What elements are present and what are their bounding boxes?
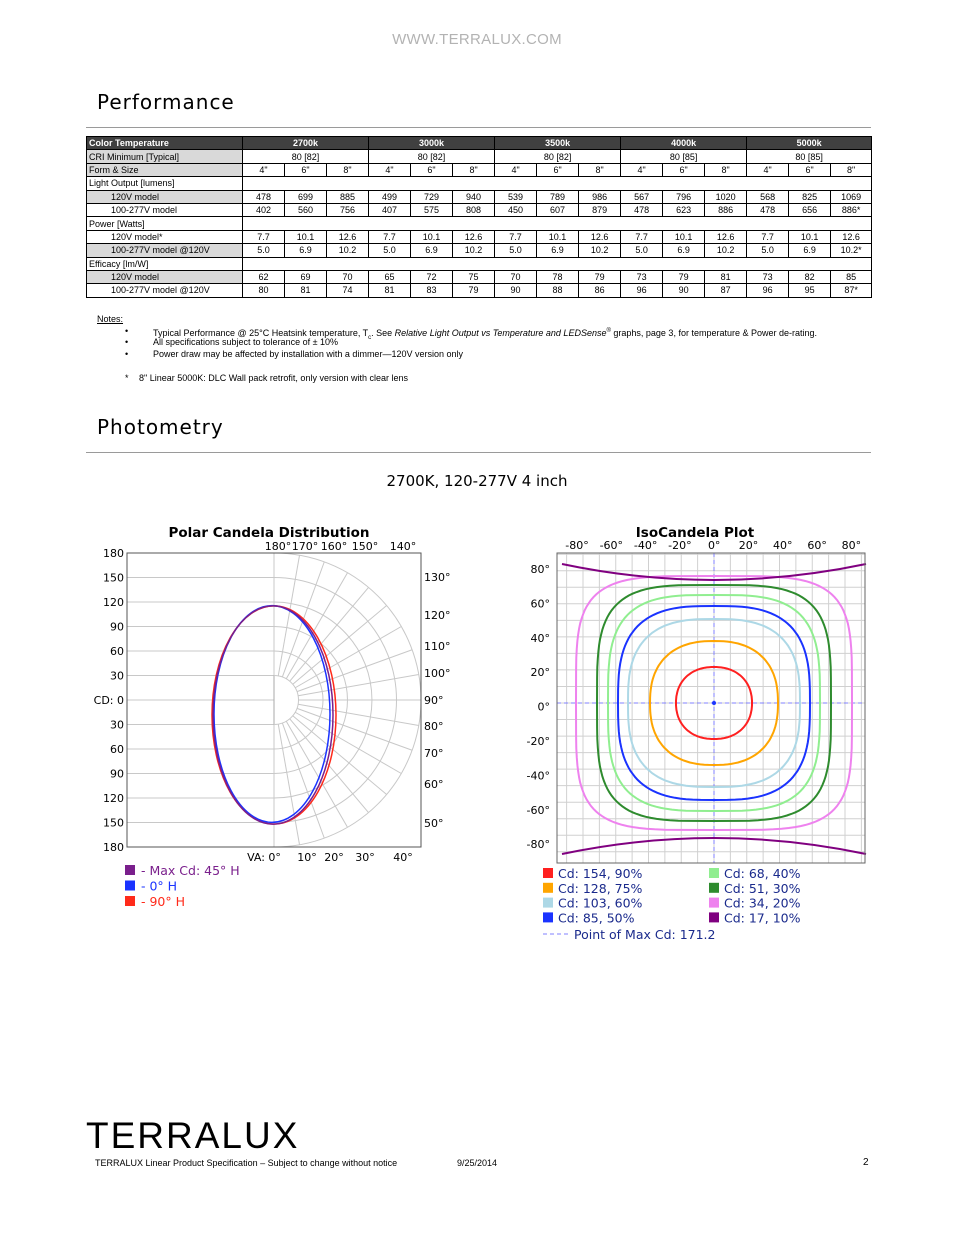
polar-scale-label: 60 — [110, 645, 124, 658]
table-row-color-temperature — [87, 137, 872, 150]
table-cell: 81 — [705, 270, 747, 283]
table-cell: 699 — [285, 190, 327, 203]
table-row — [87, 230, 872, 243]
polar-angle-label: 90° — [424, 694, 444, 707]
row-label: 120V model — [87, 190, 243, 203]
table-cell: 567 — [621, 190, 663, 203]
iso-axis-label: 0° — [707, 539, 721, 552]
table-cell: 575 — [411, 203, 453, 216]
table-cell: 825 — [789, 190, 831, 203]
table-cell: 78 — [537, 270, 579, 283]
note-text: Typical Performance @ 25°C Heatsink temperature, T — [153, 328, 369, 338]
polar-grid — [127, 553, 421, 847]
isocandela-chart — [520, 518, 880, 948]
table-cell: 4" — [369, 163, 411, 176]
iso-axis-label: -20° — [526, 735, 550, 748]
polar-angle-label: 40° — [393, 851, 413, 864]
table-cell: 6.9 — [411, 244, 453, 257]
table-cell: 75 — [453, 270, 495, 283]
note-superscript: ® — [606, 328, 611, 334]
polar-scale-label: 120 — [103, 596, 124, 609]
table-cell: 568 — [747, 190, 789, 203]
table-cell: 4" — [243, 163, 285, 176]
iso-axis-label: 60° — [807, 539, 827, 552]
table-cell: 70 — [327, 270, 369, 283]
table-cell: 885 — [327, 190, 369, 203]
footer-date: 9/25/2014 — [457, 1158, 498, 1168]
terralux-logo: TERRALUX — [86, 1115, 300, 1156]
star-mark: * — [125, 373, 129, 383]
grid-ray — [293, 606, 387, 685]
table-cell: 6" — [537, 163, 579, 176]
table-cell: 6" — [663, 163, 705, 176]
table-cell: 96 — [621, 284, 663, 297]
table-row-group — [87, 257, 872, 270]
table-cell: 80 [85] — [747, 150, 872, 163]
photometry-divider — [86, 452, 871, 453]
table-cell: 1020 — [705, 190, 747, 203]
table-cell: 886* — [831, 203, 872, 216]
polar-scale-label: 180 — [103, 547, 124, 560]
table-cell: 5.0 — [495, 244, 537, 257]
table-cell — [243, 257, 872, 270]
table-cell: 12.6 — [831, 230, 872, 243]
table-cell: 90 — [495, 284, 537, 297]
table-cell: 808 — [453, 203, 495, 216]
column-header: 3500k — [495, 137, 621, 150]
table-cell: 478 — [243, 190, 285, 203]
table-cell: 80 [82] — [495, 150, 621, 163]
iso-axis-label: -40° — [526, 769, 550, 783]
legend-label: Cd: 154, 90% — [558, 866, 643, 881]
table-cell: 1069 — [831, 190, 872, 203]
table-cell: 62 — [243, 270, 285, 283]
bullet: • — [125, 337, 129, 347]
iso-axis-label: 20° — [738, 539, 759, 552]
polar-scale-label: 120 — [103, 792, 124, 805]
table-cell: 402 — [243, 203, 285, 216]
row-label: 120V model — [87, 270, 243, 283]
legend-swatch — [709, 883, 719, 893]
table-cell: 88 — [537, 284, 579, 297]
table-cell: 7.7 — [495, 230, 537, 243]
table-cell: 12.6 — [327, 230, 369, 243]
table-cell: 12.6 — [579, 230, 621, 243]
iso-axis-label: -20° — [668, 539, 692, 552]
legend-label: Cd: 17, 10% — [724, 910, 801, 926]
group-label: Efficacy [lm/W] — [87, 257, 243, 270]
table-cell: 5.0 — [621, 244, 663, 257]
note-subscript: c — [368, 334, 372, 341]
note-text: graphs, page 3, for temperature & Power de-rating. — [610, 328, 818, 338]
table-cell: 729 — [411, 190, 453, 203]
max-cd-point — [712, 701, 716, 705]
table-cell: 8" — [579, 163, 621, 176]
photometry-subtitle: 2700K, 120-277V 4 inch — [386, 472, 568, 490]
polar-scale-label: CD: 0 — [93, 694, 124, 707]
table-cell: 10.2 — [705, 244, 747, 257]
iso-axis-label: 40° — [530, 631, 550, 645]
row-label: CRI Minimum [Typical] — [87, 150, 243, 163]
notes-title: Notes: — [97, 314, 124, 324]
iso-axis-label: -60° — [599, 539, 624, 552]
table-cell: 5.0 — [243, 244, 285, 257]
table-row-form-size — [87, 163, 872, 176]
table-cell: 5.0 — [369, 244, 411, 257]
table-cell: 83 — [411, 284, 453, 297]
table-cell: 407 — [369, 203, 411, 216]
table-cell: 8" — [327, 163, 369, 176]
table-cell: 7.7 — [747, 230, 789, 243]
table-cell: 10.2* — [831, 244, 872, 257]
legend-swatch — [709, 898, 719, 908]
table-cell: 86 — [579, 284, 621, 297]
table-cell: 74 — [327, 284, 369, 297]
performance-table — [86, 136, 872, 298]
table-cell: 12.6 — [453, 230, 495, 243]
legend-label: Cd: 51, 30% — [724, 880, 801, 896]
table-cell: 6" — [411, 163, 453, 176]
polar-angle-label: 120° — [424, 609, 451, 622]
table-cell: 87 — [705, 284, 747, 297]
table-cell: 7.7 — [369, 230, 411, 243]
row-label: 100-277V model — [87, 203, 243, 216]
grid-ray — [290, 587, 369, 681]
legend-label: Cd: 85, 50% — [558, 910, 635, 926]
polar-scale-label: 30 — [110, 718, 124, 732]
legend-swatch — [543, 883, 553, 893]
legend-label: Cd: 68, 40% — [724, 866, 801, 881]
polar-angle-label: 80° — [424, 720, 444, 733]
polar-title: Polar Candela Distribution — [168, 525, 370, 541]
iso-axis-label: 80° — [530, 563, 550, 576]
legend-swatch — [125, 865, 135, 875]
table-cell: 6" — [789, 163, 831, 176]
note-text: . See — [371, 328, 395, 338]
polar-angle-label: 60° — [424, 778, 444, 791]
table-cell: 499 — [369, 190, 411, 203]
polar-angle-label: 150° — [351, 540, 379, 553]
table-cell: 6.9 — [537, 244, 579, 257]
iso-axis-label: 0° — [537, 700, 550, 714]
table-cell: 10.1 — [537, 230, 579, 243]
polar-angle-label: 30° — [355, 851, 375, 864]
polar-angle-label: 20° — [324, 851, 344, 864]
table-cell: 4" — [495, 163, 537, 176]
polar-scale-label: 150 — [103, 571, 124, 585]
note-italic: Relative Light Output vs Temperature and LEDSense — [394, 328, 607, 338]
column-header: 2700k — [243, 137, 369, 150]
table-cell: 80 [82] — [243, 150, 369, 163]
table-cell: 879 — [579, 203, 621, 216]
table-cell: 81 — [369, 284, 411, 297]
table-cell: 796 — [663, 190, 705, 203]
polar-angle-label: VA: 0° — [247, 851, 281, 864]
iso-axis-label: -60° — [526, 803, 550, 817]
iso-x-labels — [565, 539, 861, 552]
table-cell: 87* — [831, 284, 872, 297]
table-cell: 73 — [747, 270, 789, 283]
table-cell: 90 — [663, 284, 705, 297]
table-cell: 4" — [621, 163, 663, 176]
legend-label: - Max Cd: 45° H — [141, 863, 240, 878]
table-row-group — [87, 177, 872, 190]
table-cell: 10.1 — [663, 230, 705, 243]
polar-angle-label: 160° — [320, 540, 348, 553]
iso-title: IsoCandela Plot — [635, 525, 755, 541]
table-cell: 6.9 — [789, 244, 831, 257]
table-cell: 8" — [453, 163, 495, 176]
table-cell: 10.1 — [789, 230, 831, 243]
table-cell: 560 — [285, 203, 327, 216]
table-cell: 478 — [747, 203, 789, 216]
table-cell: 8" — [705, 163, 747, 176]
table-cell: 6.9 — [285, 244, 327, 257]
iso-axis-label: 80° — [841, 539, 862, 552]
table-cell: 789 — [537, 190, 579, 203]
legend-swatch — [543, 898, 553, 908]
polar-scale-label: 90 — [110, 620, 124, 634]
polar-angle-label: 110° — [424, 640, 451, 653]
performance-title: Performance — [97, 90, 235, 114]
table-cell: 4" — [747, 163, 789, 176]
table-row — [87, 270, 872, 283]
table-cell: 10.2 — [327, 244, 369, 257]
table-cell: 6.9 — [663, 244, 705, 257]
column-header: 4000k — [621, 137, 747, 150]
notes-section — [97, 314, 877, 394]
table-cell: 73 — [621, 270, 663, 283]
iso-axis-label: 20° — [530, 666, 550, 680]
table-cell: 10.2 — [453, 244, 495, 257]
table-cell: 80 — [243, 284, 285, 297]
legend-label: Cd: 103, 60% — [558, 895, 643, 911]
polar-candela-chart — [80, 518, 460, 918]
polar-scale-label: 30 — [110, 669, 124, 683]
table-row — [87, 284, 872, 297]
table-cell: 81 — [285, 284, 327, 297]
table-cell: 7.7 — [243, 230, 285, 243]
table-cell: 69 — [285, 270, 327, 283]
table-row-group — [87, 217, 872, 230]
legend-swatch — [709, 912, 719, 922]
table-row-cri — [87, 150, 872, 163]
table-cell: 986 — [579, 190, 621, 203]
table-cell: 79 — [453, 284, 495, 297]
polar-angle-label: 100° — [424, 667, 451, 680]
table-cell: 65 — [369, 270, 411, 283]
table-cell: 539 — [495, 190, 537, 203]
table-cell: 623 — [663, 203, 705, 216]
polar-angle-label: 50° — [424, 817, 444, 830]
table-cell: 80 [82] — [369, 150, 495, 163]
table-cell: 6" — [285, 163, 327, 176]
table-cell: 80 [85] — [621, 150, 747, 163]
polar-angle-label: 70° — [424, 747, 444, 760]
legend-label: Cd: 34, 20% — [724, 895, 801, 911]
legend-swatch — [543, 912, 553, 922]
photometry-title: Photometry — [97, 415, 224, 439]
iso-axis-label: -80° — [565, 539, 589, 552]
table-cell: 95 — [789, 284, 831, 297]
table-cell: 82 — [789, 270, 831, 283]
table-cell: 8" — [831, 163, 872, 176]
polar-scale-label: 150 — [103, 816, 124, 830]
table-cell: 70 — [495, 270, 537, 283]
legend-label: Cd: 128, 75% — [558, 880, 643, 896]
row-label: Color Temperature — [87, 137, 243, 150]
table-cell: 12.6 — [705, 230, 747, 243]
grid-ray — [293, 716, 387, 795]
polar-scale-label: 180 — [103, 841, 124, 854]
iso-y-labels — [527, 563, 550, 851]
star-note: 8" Linear 5000K: DLC Wall pack retrofit, only version with clear lens — [139, 373, 408, 383]
polar-left-scale — [94, 547, 124, 854]
polar-top-labels — [265, 540, 417, 553]
legend-label: - 0° H — [141, 878, 178, 894]
row-label: 100-277V model @120V — [87, 244, 243, 257]
table-cell: 5.0 — [747, 244, 789, 257]
iso-axis-label: -40° — [633, 539, 658, 552]
polar-bottom-labels — [247, 851, 413, 864]
polar-right-labels — [424, 571, 451, 830]
table-row — [87, 244, 872, 257]
legend-swatch — [125, 881, 135, 891]
polar-scale-label: 90 — [110, 767, 124, 781]
polar-legend — [125, 863, 240, 909]
table-cell: 72 — [411, 270, 453, 283]
note-item: Power draw may be affected by installation with a dimmer—120V version only — [153, 349, 463, 359]
header-url: WWW.TERRALUX.COM — [392, 31, 562, 48]
iso-axis-label: 60° — [530, 597, 550, 611]
bullet: • — [125, 326, 129, 336]
polar-angle-label: 140° — [389, 540, 417, 553]
legend-swatch — [543, 868, 553, 878]
table-cell — [243, 217, 872, 230]
table-cell: 10.1 — [411, 230, 453, 243]
table-cell: 756 — [327, 203, 369, 216]
bullet: • — [125, 349, 129, 359]
legend-label: - 90° H — [141, 894, 186, 909]
polar-angle-label: 180° — [264, 540, 292, 553]
table-cell: 96 — [747, 284, 789, 297]
table-cell: 450 — [495, 203, 537, 216]
table-cell — [243, 177, 872, 190]
legend-swatch — [125, 896, 135, 906]
table-cell: 607 — [537, 203, 579, 216]
polar-angle-label: 170° — [291, 540, 319, 553]
table-cell: 7.7 — [621, 230, 663, 243]
iso-axis-label: -80° — [526, 838, 550, 852]
polar-scale-label: 60 — [110, 743, 124, 756]
footer-text: TERRALUX Linear Product Specification – Subject to change without notice — [95, 1158, 398, 1168]
iso-axis-label: 40° — [773, 539, 793, 552]
table-cell: 886 — [705, 203, 747, 216]
row-label: 100-277V model @120V — [87, 284, 243, 297]
iso-legend — [543, 866, 801, 942]
table-cell: 10.2 — [579, 244, 621, 257]
table-cell: 940 — [453, 190, 495, 203]
group-label: Power [Watts] — [87, 217, 243, 230]
polar-angle-label: 130° — [424, 571, 451, 584]
footer-page-number: 2 — [863, 1157, 869, 1168]
polar-angle-label: 10° — [297, 851, 317, 864]
table-cell: 10.1 — [285, 230, 327, 243]
table-cell: 79 — [663, 270, 705, 283]
row-label: Form & Size — [87, 163, 243, 176]
table-cell: 656 — [789, 203, 831, 216]
table-cell: 478 — [621, 203, 663, 216]
note-item: All specifications subject to tolerance of ± 10% — [153, 337, 339, 347]
performance-divider — [86, 127, 871, 128]
column-header: 3000k — [369, 137, 495, 150]
column-header: 5000k — [747, 137, 872, 150]
row-label: 120V model* — [87, 230, 243, 243]
legend-swatch — [709, 868, 719, 878]
table-row — [87, 203, 872, 216]
max-cd-legend-label: Point of Max Cd: 171.2 — [574, 927, 716, 942]
group-label: Light Output [lumens] — [87, 177, 243, 190]
table-cell: 85 — [831, 270, 872, 283]
table-row — [87, 190, 872, 203]
table-cell: 79 — [579, 270, 621, 283]
